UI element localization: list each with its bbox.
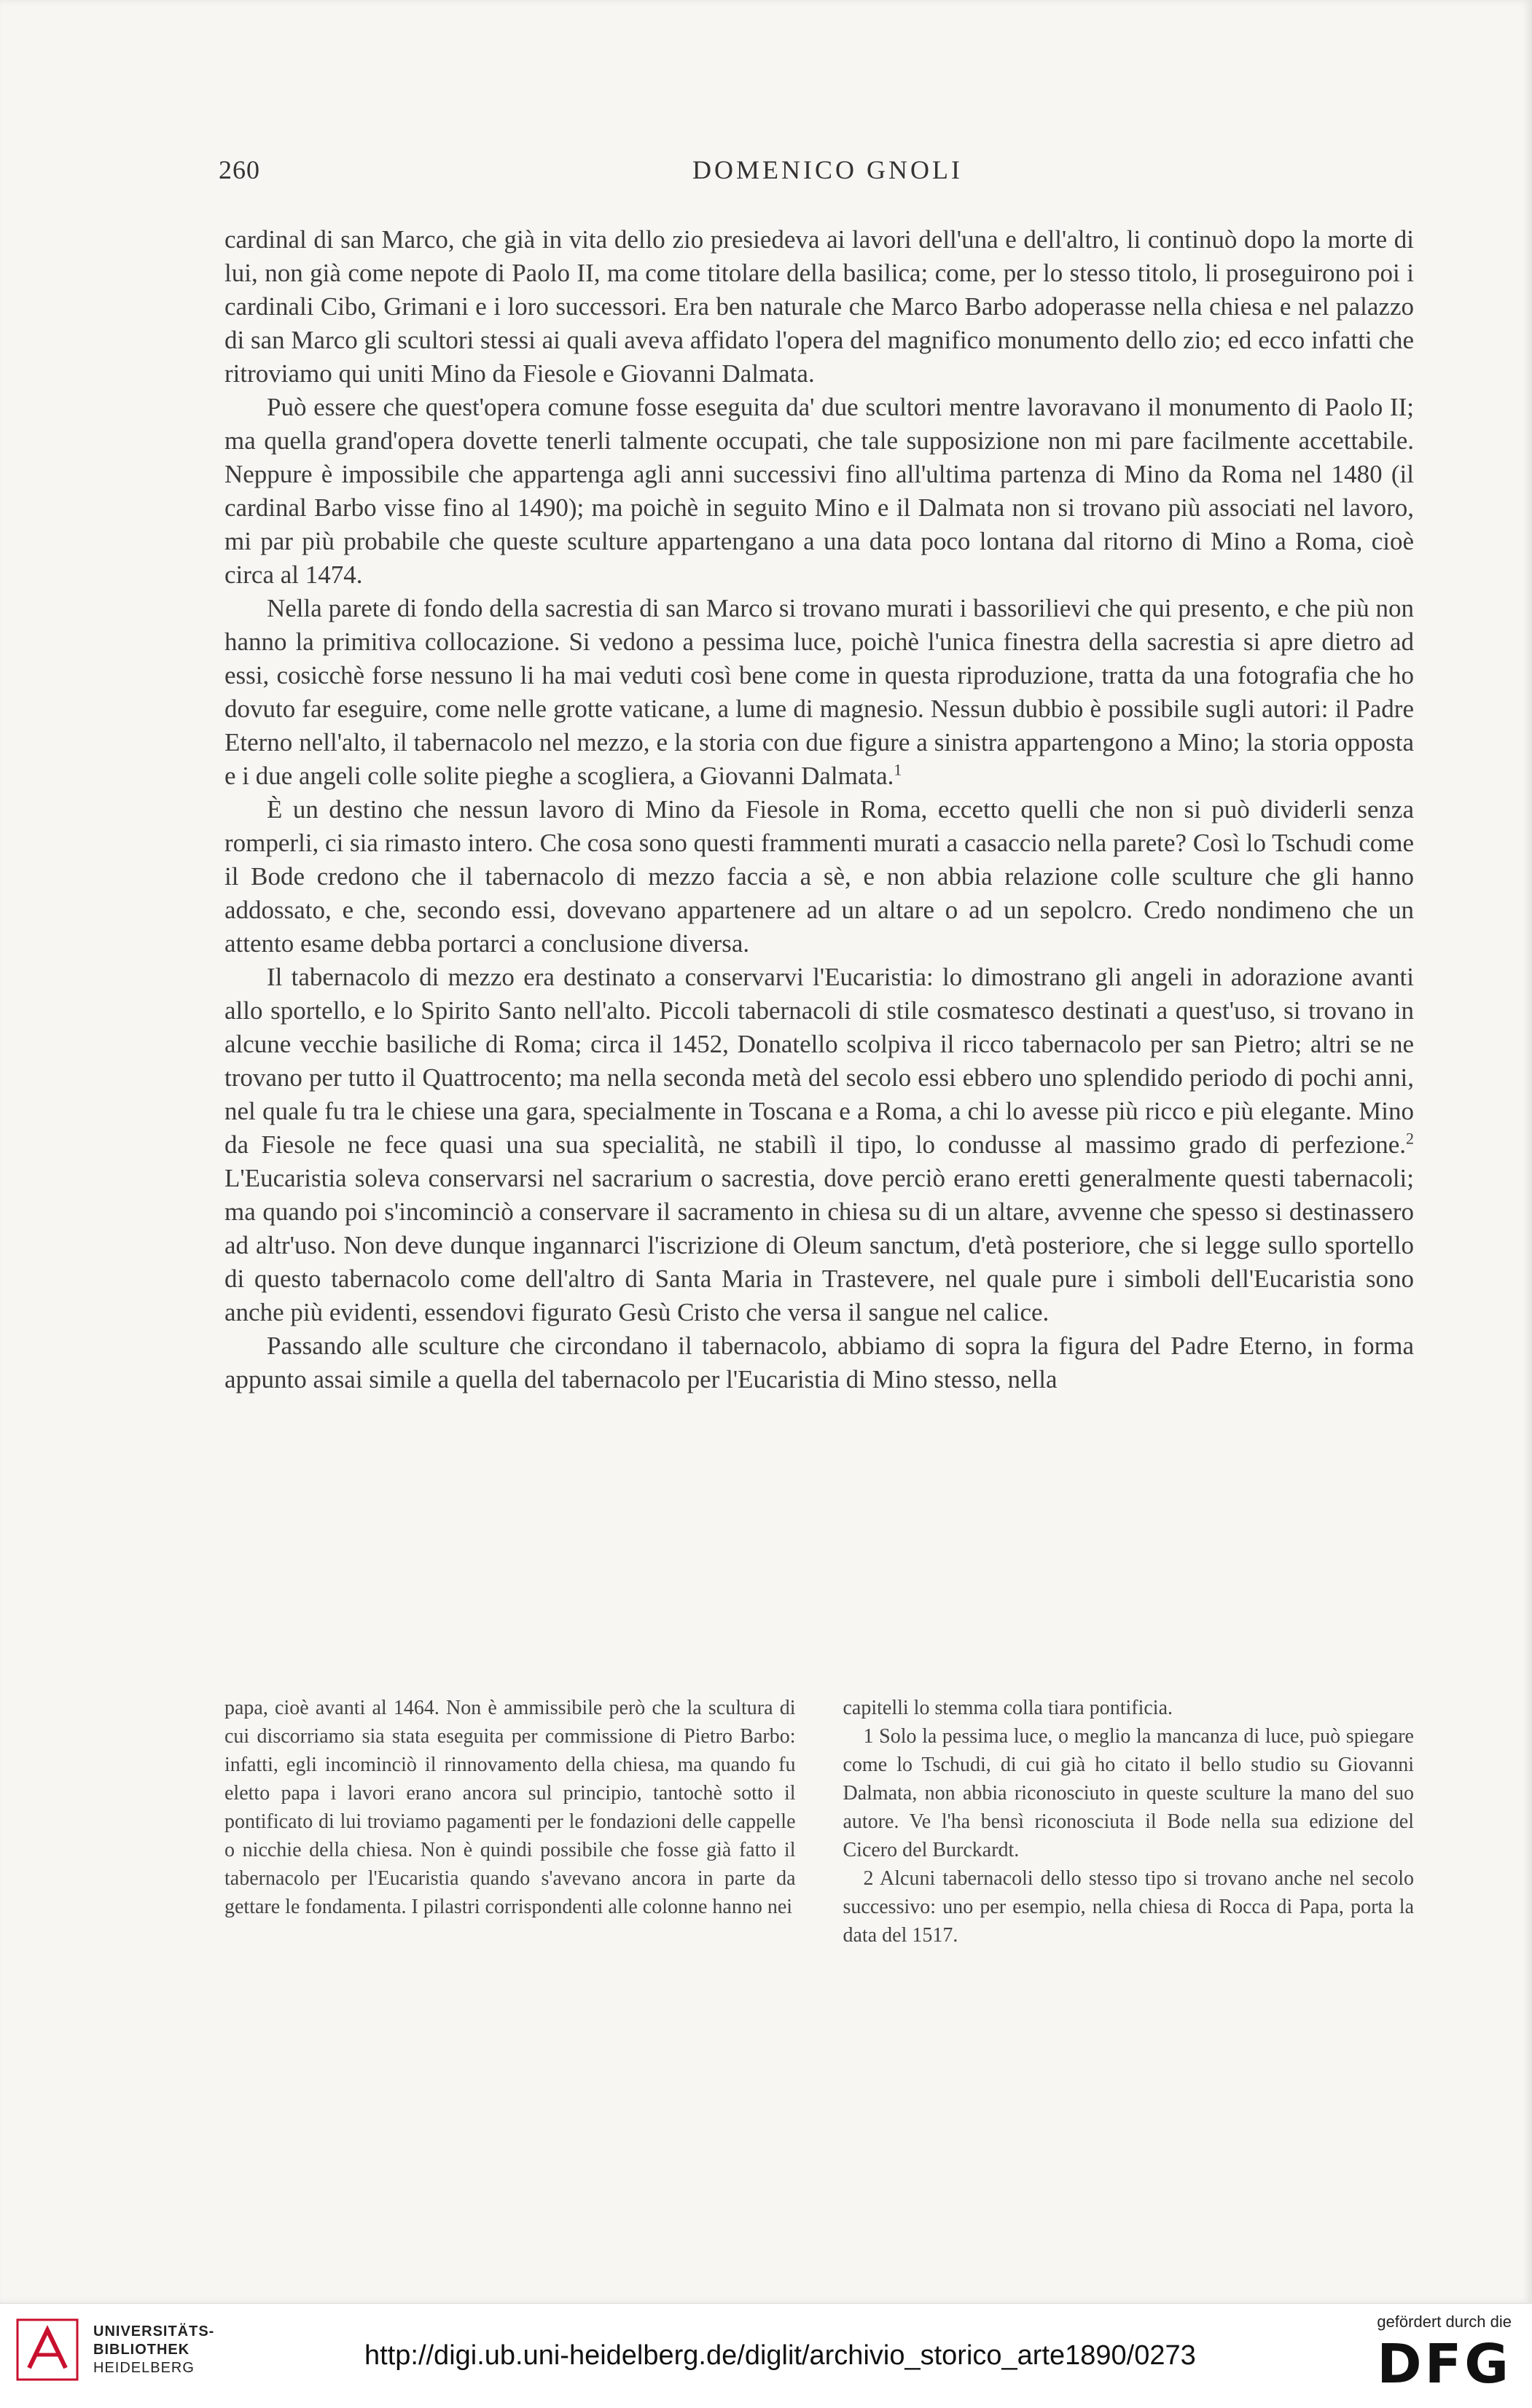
paragraph-3 [224,592,1414,793]
paragraph-2: Può essere che quest'opera comune fosse eseguita da' due scultori mentre lavoravano il monumento di Paolo II; ma quella grand'opera dovette tenerli talmente occupati, che tale supposizione non mi pare facilmente accettabile. Neppure è impossibile che appartenga agli anni successivi fino all'ultima partenza di Mino da Roma nel 1480 (il cardinal Barbo visse fino al 1490); ma poichè in seguito Mino e il Dalmata non si trovano più associati nel lavoro, mi par più probabile che queste sculture appartengano a una data poco lontana dal ritorno di Mino a Roma, cioè circa al 1474. [224,393,1414,589]
paragraph-1: cardinal di san Marco, che già in vita dello zio presiedeva ai lavori dell'una e dell'altro, li continuò dopo la morte di lui, non già come nepote di Paolo II, ma come titolare della basilica; come, per lo stesso titolo, li proseguirono poi i cardinali Cibo, Grimani e i loro successori. Era ben naturale che Marco Barbo adoperasse nella chiesa e nel palazzo di san Marco gli scultori stessi ai quali aveva affidato l'opera del magnifico monumento dello zio; ed ecco infatti che ritroviamo qui uniti Mino da Fiesole e Giovanni Dalmata. [224,225,1414,388]
paragraph-5-text: Il tabernacolo di mezzo era destinato a conservarvi l'Eucaristia: lo dimostrano gli angeli in adorazione avanti allo sportello, e lo Spirito Santo nell'alto. Piccoli tabernacoli di stile cosmatesco destinati a quest'uso, si trovano in alcune vecchie basiliche di Roma; circa il 1452, Donatello scolpiva il ricco tabernacolo per san Pietro; altri se ne trovano per tutto il Quattrocento; ma nella seconda metà del secolo essi ebbero uno splendido periodo di pochi anni, nel quale fu tra le chiese una gara, specialmente in Toscana e a Roma, a chi lo avesse più ricco e più elegante. Mino da Fiesole ne fece quasi una sua specialità, ne stabilì il tipo, lo condusse al massimo grado di perfezione. [224,963,1414,1159]
footnote-marker-1: 1 [894,760,902,779]
paragraph-6: Passando alle sculture che circondano il tabernacolo, abbiamo di sopra la figura del Padre Eterno, in forma appunto assai simile a quella del tabernacolo per l'Eucaristia di Mino stesso, nella [224,1332,1414,1393]
library-line-2: BIBLIOTHEK [93,2341,190,2358]
footer-bar [0,2303,1532,2408]
permalink-url[interactable]: http://digi.ub.uni-heidelberg.de/diglit/archivio_storico_arte1890/0273 [364,2340,1196,2371]
sponsor-block [1315,2313,1512,2396]
footnote-marker-2: 2 [1406,1129,1414,1148]
library-line-3: HEIDELBERG [93,2359,195,2376]
sponsor-note: gefördert durch die [1377,2313,1512,2331]
footnotes [224,1694,1414,1950]
main-text [224,223,1414,1396]
page-number: 260 [219,155,260,184]
running-head [219,155,1414,191]
paragraph-5 [224,961,1414,1329]
footnote-2: 2 Alcuni tabernacoli dello stesso tipo si trovano anche nel secolo successivo: uno per esempio, nella chiesa di Rocca di Papa, porta la data del 1517. [843,1867,1414,1947]
paragraph-4: È un destino che nessun lavoro di Mino da Fiesole in Roma, eccetto quelli che non si può dividerli senza romperli, ci sia rimasto intero. Che cosa sono questi frammenti murati a casaccio nella parete? Così lo Tschudi come il Bode credono che il tabernacolo di mezzo faccia a sè, e non abbia relazione colle sculture che gli hanno addossato, e che, secondo essi, dovevano appartenere ad un altare o ad un sepolcro. Credo nondimeno che un attento esame debba portarci a conclusione diversa. [224,795,1414,958]
library-name [93,2323,214,2377]
footnote-continuation-end: capitelli lo stemma colla tiara pontificia. [843,1697,1173,1719]
header-title: DOMENICO GNOLI [692,155,963,184]
library-logo[interactable] [15,2317,214,2382]
footnotes-left-column [224,1694,796,1950]
library-seal-icon [15,2317,80,2382]
footnote-1: 1 Solo la pessima luce, o meglio la mancanza di luce, può spiegare come lo Tschudi, di cui già ho citato il bello studio su Giovanni Dalmata, non abbia riconosciuto in queste sculture la mano del suo autore. Ve l'ha bensì riconosciuta il Bode nella sua edizione del Cicero del Burckardt. [843,1725,1414,1861]
paragraph-5-continued: L'Eucaristia soleva conservarsi nel sacrarium o sacrestia, dove perciò erano eretti generalmente questi tabernacoli; ma quando poi s'incominciò a conservare il sacramento in chiesa su di un altare, avvenne che spesso si destinassero ad altr'uso. Non deve dunque ingannarci l'iscrizione di Oleum sanctum, d'età posteriore, che si legge sullo sportello di questo tabernacolo come dell'altro di Santa Maria in Trastevere, nel quale pure i simboli dell'Eucaristia sono anche più evidenti, essendovi figurato Gesù Cristo che versa il sangue nel calice. [224,1164,1414,1326]
footnotes-right-column [843,1694,1415,1950]
footnote-continuation: papa, cioè avanti al 1464. Non è ammissibile però che la scultura di cui discorriamo sia stata eseguita per commissione di Pietro Barbo: infatti, egli incominciò il rinnovamento della chiesa, ma quando fu eletto papa i lavori erano ancora sul principio, tantochè sotto il pontificato di lui troviamo pagamenti per le fondazioni delle cappelle o nicchie della chiesa. Non è quindi possibile che fosse già fatto il tabernacolo per l'Eucaristia quando s'avevano ancora in parte da gettare le fondamenta. I pilastri corrispondenti alle colonne hanno nei [224,1697,796,1918]
paragraph-3-text: Nella parete di fondo della sacrestia di san Marco si trovano murati i bassorilievi che qui presento, e che più non hanno la primitiva collocazione. Si vedono a pessima luce, poichè l'unica finestra della sacrestia si apre dietro ad essi, cosicchè forse nessuno li ha mai veduti così bene come in questa riproduzione, tratta da una fotografia che ho dovuto far eseguire, come nelle grotte vaticane, a lume di magnesio. Nessun dubbio è possibile sugli autori: il Padre Eterno nell'alto, il tabernacolo nel mezzo, e la storia con due figure a sinistra appartengono a Mino; la storia opposta e i due angeli colle solite pieghe a scogliera, a Giovanni Dalmata. [224,594,1414,790]
library-line-1: UNIVERSITÄTS- [93,2323,215,2339]
dfg-logo[interactable]: DFG [1377,2333,1512,2396]
